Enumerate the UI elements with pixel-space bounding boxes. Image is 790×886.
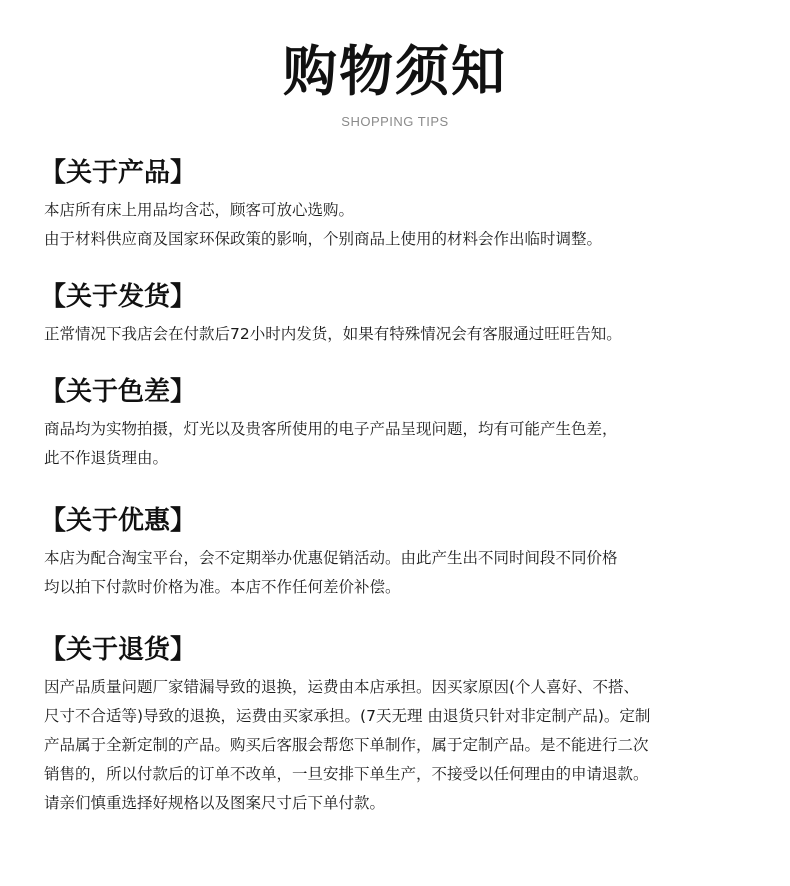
section-text-line: 尺寸不合适等)导致的退换，运费由买家承担。(7天无理 由退货只针对非定制产品)。定制: [44, 707, 651, 725]
section-text-line: 因产品质量问题厂家错漏导致的退换，运费由本店承担。因买家原因(个人喜好、不搭、: [44, 678, 640, 696]
section-returns: [40, 633, 760, 818]
section-text-line: 本店所有床上用品均含芯，顾客可放心选购。: [44, 201, 355, 219]
section-heading: 【关于优惠】: [40, 506, 197, 536]
section-text-line: 本店为配合淘宝平台，会不定期举办优惠促销活动。由此产生出不同时间段不同价格: [44, 549, 618, 567]
section-text-line: 产品属于全新定制的产品。购买后客服会帮您下单制作，属于定制产品。是不能进行二次: [44, 736, 649, 754]
page-title: 购物须知: [283, 40, 507, 103]
page-subtitle: SHOPPING TIPS: [341, 114, 449, 129]
section-heading: 【关于发货】: [40, 282, 197, 312]
section-discounts: [40, 504, 760, 602]
page-header: [0, 36, 790, 129]
section-text-line: 正常情况下我店会在付款后72小时内发货，如果有特殊情况会有客服通过旺旺告知。: [44, 325, 622, 343]
section-heading: 【关于退货】: [40, 635, 197, 665]
section-heading: 【关于产品】: [40, 158, 197, 188]
section-text-line: 商品均为实物拍摄，灯光以及贵客所使用的电子产品呈现问题，均有可能产生色差，: [44, 420, 618, 438]
section-text-line: 请亲们慎重选择好规格以及图案尺寸后下单付款。: [44, 794, 386, 812]
section-text-line: 此不作退货理由。: [44, 449, 169, 467]
section-body: [40, 673, 760, 818]
section-product: [40, 156, 760, 254]
section-body: [40, 196, 760, 254]
section-text-line: 由于材料供应商及国家环保政策的影响，个别商品上使用的材料会作出临时调整。: [44, 230, 603, 248]
section-text-line: 销售的，所以付款后的订单不改单，一旦安排下单生产，不接受以任何理由的申请退款。: [44, 765, 649, 783]
section-body: [40, 544, 760, 602]
section-shipping: [40, 280, 760, 349]
section-color-difference: [40, 375, 760, 473]
section-body: [40, 320, 760, 349]
section-text-line: 均以拍下付款时价格为准。本店不作任何差价补偿。: [44, 578, 401, 596]
section-body: [40, 415, 760, 473]
section-heading: 【关于色差】: [40, 377, 197, 407]
